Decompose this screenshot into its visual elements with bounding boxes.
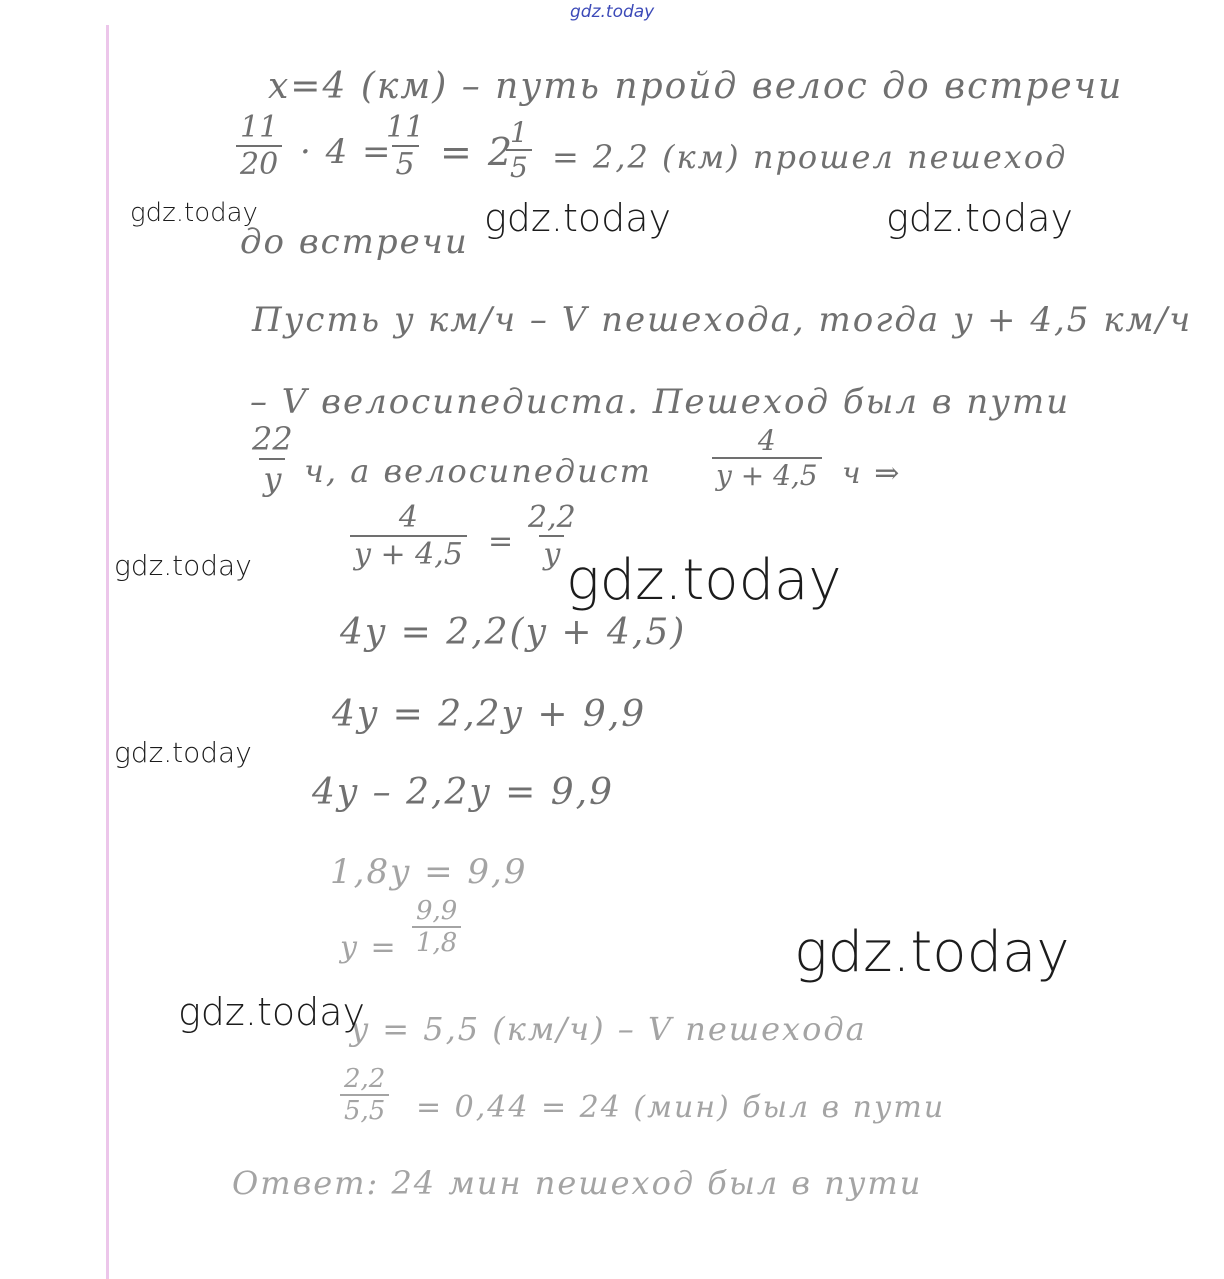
watermark: gdz.today xyxy=(566,548,842,613)
fraction-4-y45 xyxy=(712,424,822,492)
solution-line-6-end: ч ⇒ xyxy=(842,456,902,491)
watermark: gdz.today xyxy=(886,196,1073,240)
fraction-denominator: 5,5 xyxy=(340,1094,389,1126)
solution-step-4: 1,8y = 9,9 xyxy=(330,852,528,892)
fraction-numerator: 11 xyxy=(240,110,279,145)
watermark: gdz.today xyxy=(178,990,365,1034)
fraction-1-5 xyxy=(506,116,532,184)
fraction-11-20 xyxy=(236,110,282,182)
fraction-denominator: y xyxy=(259,458,285,498)
fraction-denominator: y + 4,5 xyxy=(350,535,467,572)
solution-line-4: Пусть y км/ч – V пешехода, тогда y + 4,5 км/ч xyxy=(252,300,1193,340)
solution-line-1: x=4 (км) – путь пройд велос до встречи xyxy=(268,66,1124,107)
fraction-denominator: 5 xyxy=(392,145,419,182)
fraction-denominator: 1,8 xyxy=(412,926,461,958)
solution-line-3: до встречи xyxy=(240,222,469,262)
fraction-numerator: 9,9 xyxy=(416,896,458,926)
watermark: gdz.today xyxy=(130,198,258,228)
fraction-numerator: 4 xyxy=(398,500,418,535)
fraction-numerator: 2,2 xyxy=(344,1064,386,1094)
solution-step-3: 4y – 2,2y = 9,9 xyxy=(312,772,615,813)
watermark: gdz.today xyxy=(794,920,1070,985)
watermark: gdz.today xyxy=(484,196,671,240)
fraction-numerator: 4 xyxy=(757,424,776,457)
fraction-numerator: 22 xyxy=(252,420,293,458)
fraction-numerator: 1 xyxy=(510,116,528,149)
watermark: gdz.today xyxy=(114,736,252,769)
fraction-22-y xyxy=(248,420,297,498)
solution-step-5-label: y = xyxy=(340,930,398,965)
solution-line-5: – V велосипедиста. Пешеход был в пути xyxy=(250,382,1071,422)
fraction-denominator: y + 4,5 xyxy=(712,457,822,492)
solution-step-1: 4y = 2,2(y + 4,5) xyxy=(340,612,687,653)
solution-line-6-text: ч, а велосипедист xyxy=(304,452,652,490)
solution-step-2: 4y = 2,2y + 9,9 xyxy=(332,694,647,735)
fraction-denominator: 20 xyxy=(236,145,282,182)
solution-step-6: y = 5,5 (км/ч) – V пешехода xyxy=(350,1010,867,1048)
answer-line: Ответ: 24 мин пешеход был в пути xyxy=(232,1164,923,1202)
fraction-denominator: 5 xyxy=(506,149,532,184)
solution-line-2-part: = 2 xyxy=(440,130,515,174)
solution-line-2-text: = 2,2 (км) прошел пешеход xyxy=(552,138,1068,176)
solution-step-7: = 0,44 = 24 (мин) был в пути xyxy=(416,1090,946,1125)
fraction-99-18 xyxy=(412,896,461,958)
fraction-22-55 xyxy=(340,1064,389,1126)
margin-line xyxy=(106,25,109,1279)
solution-line-2-part: · 4 = xyxy=(300,132,393,172)
fraction-numerator: 2,2 xyxy=(528,500,576,535)
watermark-top: gdz.today xyxy=(570,2,655,22)
fraction-4-y45-eq xyxy=(350,500,467,572)
fraction-numerator: 11 xyxy=(386,110,425,145)
equation-equals: = xyxy=(488,524,516,559)
fraction-11-5 xyxy=(382,110,428,182)
watermark: gdz.today xyxy=(114,549,252,582)
fraction-denominator: y xyxy=(539,535,564,572)
